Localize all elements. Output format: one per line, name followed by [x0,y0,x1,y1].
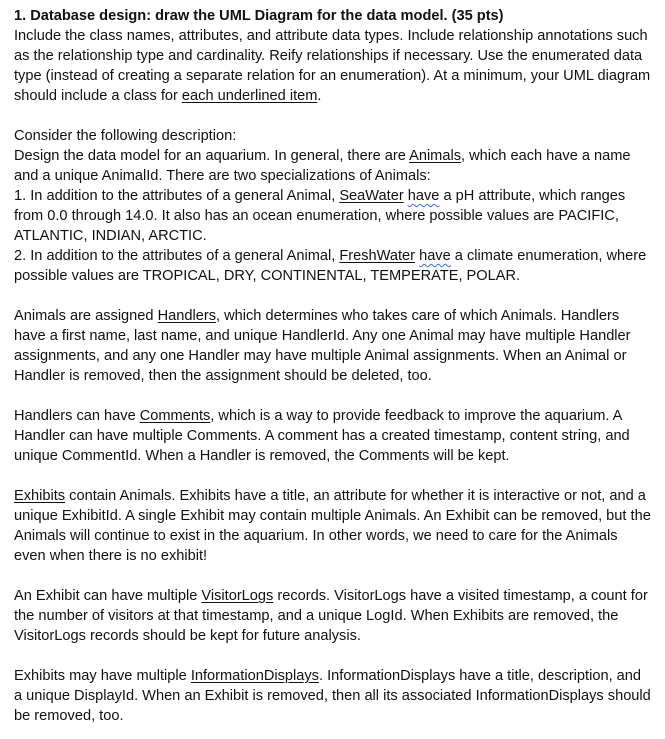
displays-text: Exhibits may have multiple [14,668,191,684]
visitorlogs-paragraph [14,586,653,646]
comments-text: Handlers can have [14,408,140,424]
entity-visitorlogs: VisitorLogs [201,588,274,604]
handlers-text: Animals are assigned [14,308,158,324]
visitorlogs-text: An Exhibit can have multiple [14,588,202,604]
seawater-paragraph [14,186,653,246]
exhibits-paragraph [14,486,653,566]
grammar-flag-have-2[interactable]: have [419,248,451,264]
freshwater-text-end: a climate enumeration, where possible values are TROPICAL, DRY, CONTINENTAL, TEMPERATE, POLAR. [14,248,647,284]
paragraph-gap [14,566,653,586]
entity-seawater: SeaWater [339,188,404,204]
seawater-text: 1. In addition to the attributes of a general Animal, [14,188,340,204]
underlined-requirement: each underlined item [181,88,318,104]
paragraph-gap [14,646,653,666]
grammar-flag-have[interactable]: have [407,188,440,204]
comments-text-end: , which is a way to provide feedback to improve the aquarium. A Handler can have multiple Comments. A comment has a created timestamp, content string, and unique CommentId. When a Handler is removed, the Comments will be kept. [14,408,630,464]
exhibits-text: contain Animals. Exhibits have a title, an attribute for whether it is interactive or not, and a unique ExhibitId. A single Exhibit may contain multiple Animals. An Exhibit can be removed, but the Animals will continue to exist in the aquarium. In other words, we need to care for the Animals even when there is no exhibit! [14,488,651,564]
entity-freshwater: FreshWater [339,248,416,264]
displays-paragraph [14,666,653,726]
paragraph-gap [14,386,653,406]
question-title: 1. Database design: draw the UML Diagram for the data model. (35 pts) [14,8,504,24]
intro-line: Consider the following description: [14,128,237,144]
seawater-text-end: a pH attribute, which ranges from 0.0 through 14.0. It also has an ocean enumeration, where possible values are PACIFIC, ATLANTIC, INDIAN, ARCTIC. [14,188,626,244]
visitorlogs-text-end: records. VisitorLogs have a visited timestamp, a count for the number of visitors at that timestamp, and a unique LogId. When Exhibits are removed, the VisitorLogs records should be kept for future analysis. [14,588,648,644]
entity-exhibits: Exhibits [14,488,66,504]
entity-informationdisplays: InformationDisplays [190,668,319,684]
entity-handlers: Handlers [157,308,216,324]
paragraph-gap [14,286,653,306]
comments-paragraph [14,406,653,466]
overview-text-end: , which each have a name and a unique AnimalId. There are two specializations of Animals: [14,148,631,184]
freshwater-paragraph [14,246,653,286]
overview-paragraph [14,146,653,186]
entity-animals: Animals [409,148,461,164]
paragraph-gap [14,106,653,126]
handlers-paragraph [14,306,653,386]
handlers-text-end: , which determines who takes care of which Animals. Handlers have a first name, last name, and unique HandlerId. Any one Animal may have multiple Handler assignments, and any one Handler may have multiple Animal assignments. When an Animal or Handler is removed, then the assignment should be deleted, too. [14,308,631,384]
instructions-paragraph [14,26,653,106]
instructions-end: . [317,88,322,104]
freshwater-text: 2. In addition to the attributes of a general Animal, [14,248,340,264]
instructions-text: Include the class names, attributes, and attribute data types. Include relationship annotations such as the relationship type and cardinality. Reify relationships if necessary. Use the enumerated data type (instead of creating a separate relation for an enumeration). At a minimum, your UML diagram should include a class for [14,28,651,104]
entity-comments: Comments [139,408,211,424]
paragraph-gap [14,466,653,486]
displays-text-end: . InformationDisplays have a title, description, and a unique DisplayId. When an Exhibit is removed, then all its associated InformationDisplays should be removed, too. [14,668,651,724]
overview-text: Design the data model for an aquarium. In general, there are [14,148,410,164]
